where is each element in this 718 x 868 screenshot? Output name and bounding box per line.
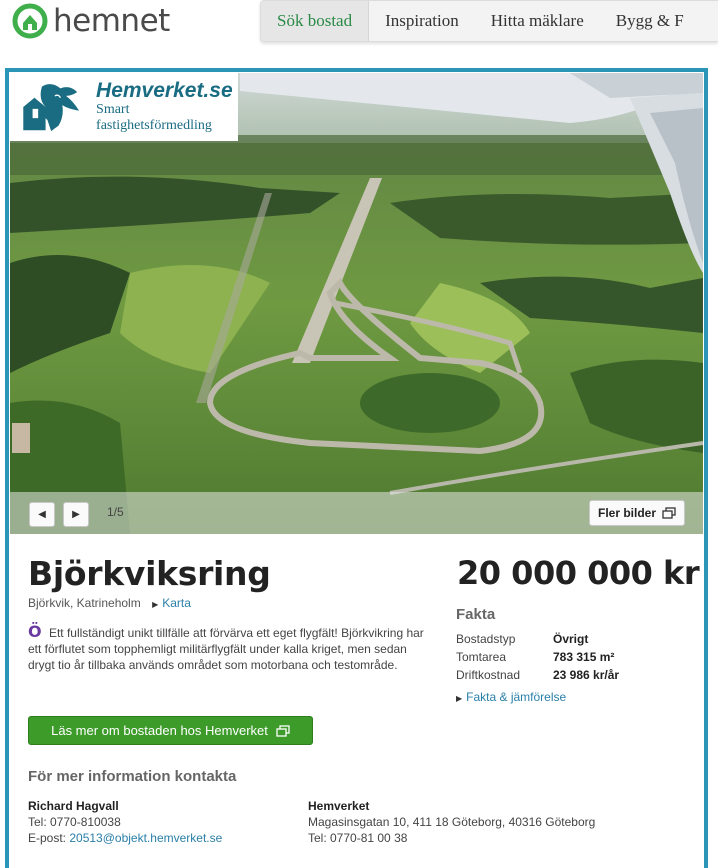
fact-row [456, 666, 619, 684]
contact-heading: För mer information kontakta [28, 768, 237, 785]
agency-contact [308, 798, 595, 846]
caret-right-icon: ▶ [456, 694, 463, 703]
listing-frame [5, 68, 708, 868]
agency-name: Hemverket [308, 799, 370, 813]
agency-phone: Tel: 0770-81 00 38 [308, 831, 408, 845]
nav-item-inspiration[interactable]: Inspiration [385, 11, 459, 30]
site-header [0, 0, 718, 68]
arrow-right-icon: ▶ [72, 509, 80, 520]
map-link[interactable] [152, 596, 191, 610]
map-link-label: Karta [162, 596, 191, 610]
griffin-logo-icon [14, 77, 92, 137]
agent-contact [28, 798, 222, 846]
hemverket-logo [10, 73, 238, 141]
fact-label: Bostadstyp [456, 632, 516, 646]
agency-logo-tagline: Smart fastighetsförmedling [96, 102, 212, 133]
facts-comparison-link[interactable] [456, 690, 566, 704]
hemnet-logo[interactable] [12, 2, 170, 40]
fact-label: Driftkostnad [456, 668, 521, 682]
email-label: E-post: [28, 831, 67, 845]
agent-email-row [28, 830, 222, 846]
nav-item-sok-bostad[interactable]: Sök bostad [261, 1, 369, 41]
agency-logo-name: Hemverket.se [96, 79, 233, 102]
facts-heading: Fakta [456, 606, 496, 623]
listing-description [28, 624, 430, 673]
read-more-button[interactable] [28, 716, 313, 745]
fact-row [456, 630, 619, 648]
image-counter: 1/5 [107, 505, 124, 519]
agent-name: Richard Hagvall [28, 799, 119, 813]
listing-price: 20 000 000 kr [457, 554, 700, 592]
external-window-icon [276, 725, 290, 737]
next-image-button[interactable] [63, 502, 89, 527]
fact-value: Övrigt [553, 632, 589, 646]
location-text: Björkvik, Katrineholm [28, 596, 141, 610]
popup-window-icon [662, 507, 676, 519]
facts-table [456, 630, 619, 684]
prev-image-button[interactable] [29, 502, 55, 527]
fact-label: Tomtarea [456, 650, 507, 664]
agent-phone: Tel: 0770-810038 [28, 815, 121, 829]
caret-right-icon: ▶ [152, 600, 159, 609]
listing-photo[interactable] [10, 73, 703, 534]
fact-value: 23 986 kr/år [553, 668, 620, 682]
nav-item-bygg[interactable]: Bygg & F [615, 11, 684, 30]
description-text: Ett fullständigt unikt tillfälle att förvärva ett eget flygfält! Björkvikring har ett förflutet som topphemligt militärflygfält under kalla kriget, men sedan drygt tio år tillbaka används området som motorbana och testområde. [28, 626, 424, 672]
main-nav [260, 0, 718, 42]
agency-address: Magasinsgatan 10, 411 18 Göteborg, 40316 Göteborg [308, 815, 596, 829]
agent-email-link[interactable]: 20513@objekt.hemverket.se [69, 831, 223, 845]
aerial-airfield-image [10, 73, 703, 534]
gallery-controls [10, 492, 703, 534]
facts-comparison-label: Fakta & jämförelse [466, 690, 567, 704]
ovrigt-type-icon: Ö [28, 622, 42, 641]
nav-item-hitta-maklare[interactable]: Hitta mäklare [490, 11, 584, 30]
listing-location [28, 596, 191, 610]
house-logo-icon [12, 3, 48, 39]
more-images-button[interactable] [589, 500, 685, 526]
arrow-left-icon: ◀ [38, 509, 46, 520]
logo-text: hemnet [53, 3, 170, 39]
more-images-label: Fler bilder [597, 506, 656, 520]
fact-row [456, 648, 619, 666]
fact-value: 783 315 m² [553, 650, 615, 664]
read-more-label: Läs mer om bostaden hos Hemverket [51, 723, 268, 738]
listing-title: Björkviksring [28, 554, 271, 593]
